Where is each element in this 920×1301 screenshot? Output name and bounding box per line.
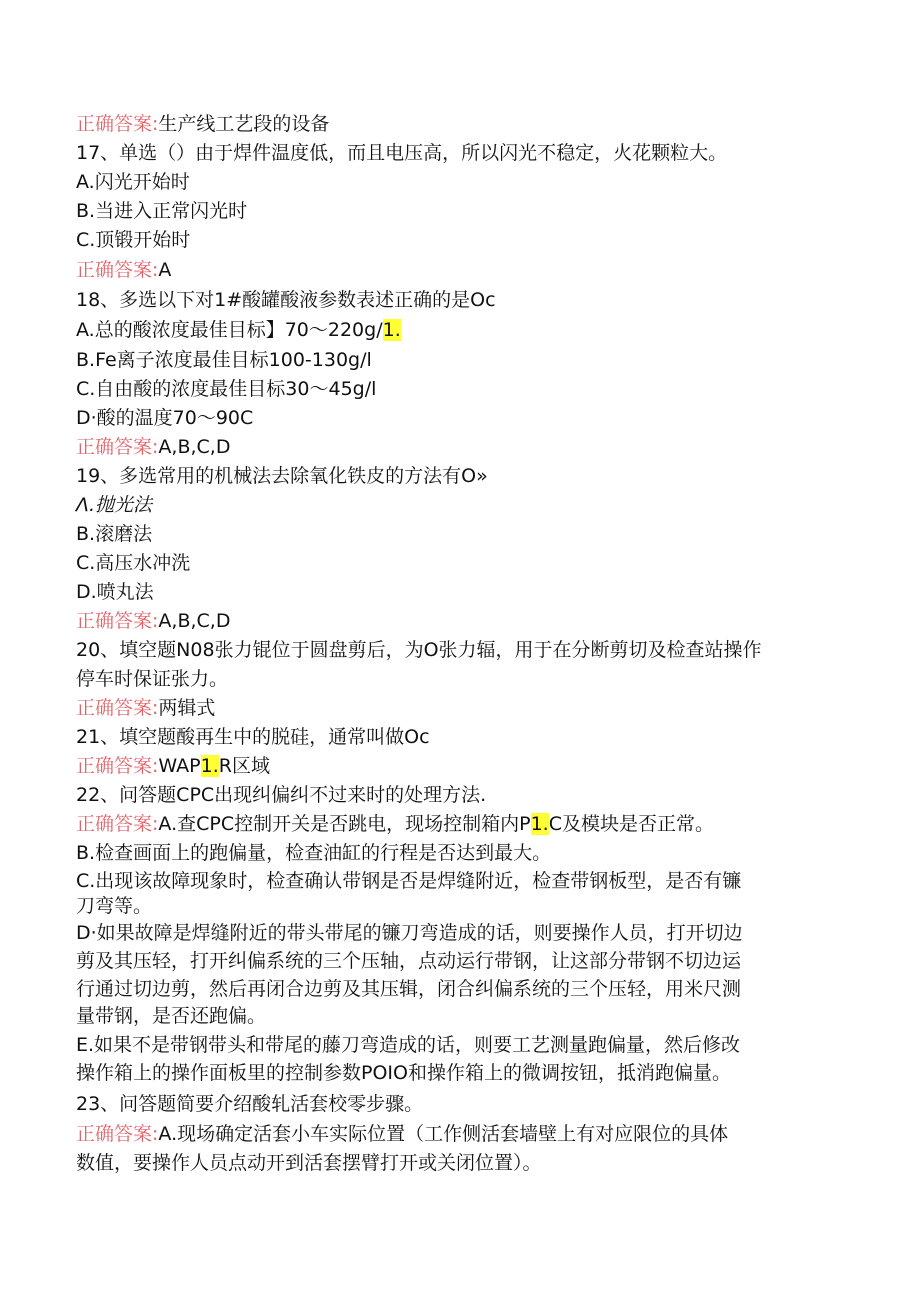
answer-label: 正确答案:	[76, 697, 159, 719]
option-b: B.Fe离子浓度最佳目标100-130g/l	[76, 349, 372, 371]
answer-line	[76, 608, 230, 634]
answer-item-e-cont: 操作箱上的操作面板里的控制参数POIO和操作箱上的微调按钮，抵消跑偏量。	[76, 1062, 731, 1084]
answer-line	[76, 811, 714, 837]
option-text: A.总的酸浓度最佳目标】70～220g/	[76, 319, 383, 341]
answer-text: 两辑式	[158, 697, 216, 719]
answer-label: 正确答案:	[76, 1123, 159, 1145]
answer-text: A.查CPC控制开关是否跳电，现场控制箱内P	[158, 813, 531, 835]
question-19: 19、多选常用的机械法去除氧化铁皮的方法有O»	[76, 465, 488, 487]
highlighted-text: 1.	[200, 755, 219, 777]
option-a	[76, 317, 401, 343]
question-17: 17、单选（）由于焊件温度低，而且电压高，所以闪光不稳定，火花颗粒大。	[76, 142, 728, 164]
question-20: 20、填空题N08张力锟位于圆盘剪后，为O张力辐，用于在分断剪切及检查站操作	[76, 639, 762, 661]
option-b: B.当进入正常闪光时	[76, 200, 248, 222]
highlighted-text: 1.	[530, 813, 549, 835]
answer-line	[76, 1121, 728, 1147]
answer-text: A,B,C,D	[158, 436, 231, 458]
option-d: D.喷丸法	[76, 581, 154, 603]
answer-text: C及模块是否正常。	[548, 813, 714, 835]
answer-label: 正确答案:	[76, 436, 159, 458]
option-c: C.自由酸的浓度最佳目标30～45g/l	[76, 378, 377, 400]
answer-item-e: E.如果不是带钢带头和带尾的藤刀弯造成的话，则要工艺测量跑偏量，然后修改	[76, 1034, 741, 1056]
question-21: 21、填空题酸再生中的脱硅，通常叫做Oc	[76, 726, 430, 748]
answer-line	[76, 434, 230, 460]
answer-item-d-cont: 剪及其压轻，打开纠偏系统的三个压轴，点动运行带钢，让这部分带钢不切边运	[76, 950, 742, 972]
answer-item-b: B.检查画面上的跑偏量，检查油缸的行程是否达到最大。	[76, 842, 552, 864]
answer-line	[76, 695, 215, 721]
option-d: D·酸的温度70～90C	[76, 407, 254, 429]
question-20-cont: 停车时保证张力。	[76, 668, 229, 690]
answer-item-d-cont: 量带钢，是否还跑偏。	[76, 1005, 267, 1027]
answer-label: 正确答案:	[76, 113, 159, 135]
answer-label: 正确答案:	[76, 259, 159, 281]
option-c: C.高压水冲洗	[76, 552, 191, 574]
answer-line	[76, 111, 329, 137]
answer-text: 生产线工艺段的设备	[158, 113, 330, 135]
answer-text: A,B,C,D	[158, 610, 231, 632]
option-a: Λ.抛光法	[76, 494, 153, 516]
answer-label: 正确答案:	[76, 610, 159, 632]
answer-item-d-cont: 行通过切边剪，然后再闭合边剪及其压辑，闭合纠偏系统的三个压轻，用米尺测	[76, 978, 742, 1000]
question-23: 23、问答题简要介绍酸轧活套校零步骤。	[76, 1093, 424, 1115]
answer-line	[76, 257, 171, 283]
answer-text: R区域	[218, 755, 270, 777]
highlighted-text: 1.	[382, 319, 401, 341]
answer-label: 正确答案:	[76, 813, 159, 835]
option-a: A.闪光开始时	[76, 171, 190, 193]
answer-text: WAP	[158, 755, 201, 777]
answer-text: A	[158, 259, 172, 281]
answer-label: 正确答案:	[76, 755, 159, 777]
answer-item-c: C.出现该故障现象时，检查确认带钢是否是焊缝附近，检查带钢板型，是否有镰	[76, 870, 742, 892]
option-b: B.滚磨法	[76, 523, 153, 545]
answer-line	[76, 753, 270, 779]
answer-item-c-cont: 刀弯等。	[76, 895, 153, 917]
question-18: 18、多选以下对1#酸罐酸液参数表述正确的是Oc	[76, 289, 496, 311]
answer-cont: 数值，要操作人员点动开到活套摆臂打开或关闭位置）。	[76, 1152, 542, 1174]
question-22: 22、问答题CPC出现纠偏纠不过来时的处理方法.	[76, 784, 487, 806]
answer-text: A.现场确定活套小车实际位置（工作侧活套墙壁上有对应限位的具体	[158, 1123, 729, 1145]
option-c: C.顶锻开始时	[76, 229, 191, 251]
answer-item-d: D·如果故障是焊缝附近的带头带尾的镰刀弯造成的话，则要操作人员，打开切边	[76, 922, 743, 944]
